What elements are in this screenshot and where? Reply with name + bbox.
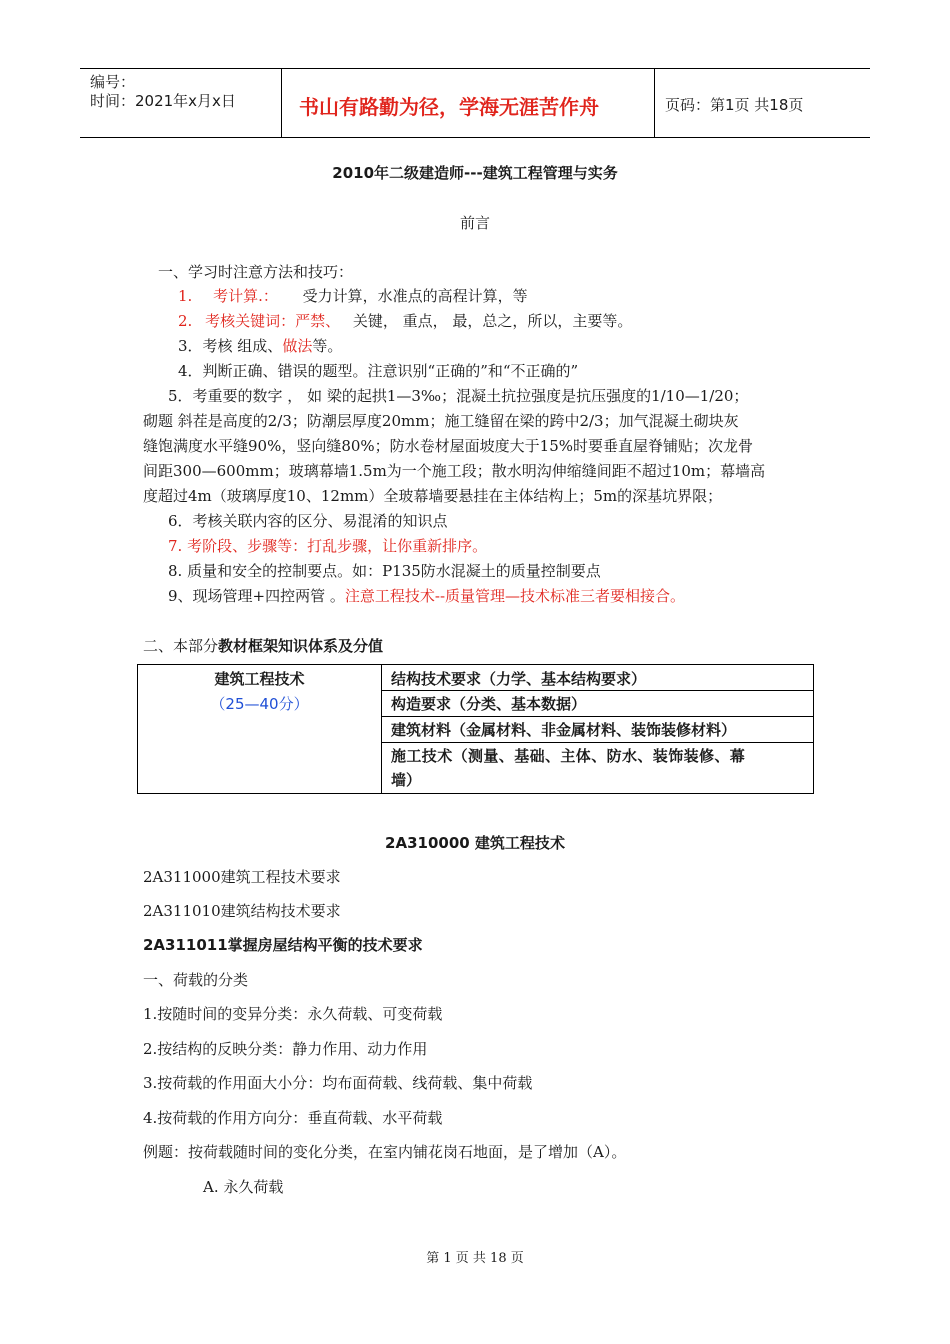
table-cell: 构造要求（分类、基本数据） [391,695,587,713]
load-item: 2.按结构的反映分类：静力作用、动力作用 [143,1040,428,1058]
list-item-1 [178,286,528,306]
table-row-divider [381,716,814,717]
header-divider [654,69,655,137]
item-text: 受力计算，水准点的高程计算，等 [302,287,528,305]
highlight-text: 注意工程技术--质量管理—技术标准三者要相接合。 [344,587,686,605]
list-item-7: 7. 考阶段、步骤等：打乱步骤，让你重新排序。 [168,537,488,555]
document-title: 2010年二级建造师---建筑工程管理与实务 [332,164,618,182]
table-left-score: （25—40分） [210,695,309,713]
list-item-5-line: 度超过4m（玻璃厚度10、12mm）全玻幕墙要悬挂在主体结构上；5m的深基坑界限； [143,487,723,505]
section1-heading: 一、学习时注意方法和技巧： [158,263,354,281]
doc-time-label: 时间：2021年x月x日 [90,92,236,110]
list-number: 1. [178,287,193,305]
list-item-3 [178,336,342,356]
load-heading: 一、荷载的分类 [143,971,249,989]
table-cell: 建筑材料（金属材料、非金属材料、装饰装修材料） [391,721,737,739]
list-item-5-line: 砌题 斜茬是高度的2/3；防潮层厚度20mm；施工缝留在梁的跨中2/3；加气混凝土砌块灰 [143,412,739,430]
heading-bold-text: 教材框架知识体系及分值 [218,637,384,655]
list-item-6: 6．考核关联内容的区分、易混淆的知识点 [168,512,448,530]
table-row-divider [381,742,814,743]
example-question: 例题：按荷载随时间的变化分类，在室内铺花岗石地面，是了增加（A）。 [143,1143,627,1161]
list-item-9 [168,586,685,606]
doc-number-label: 编号： [90,73,136,91]
highlight-text: 做法 [282,337,313,355]
header-motto: 书山有路勤为径，学海无涯苦作舟 [299,95,599,119]
list-item-8: 8. 质量和安全的控制要点。如：P135防水混凝土的质量控制要点 [168,562,601,580]
chapter-subheading: 2A311010建筑结构技术要求 [143,902,341,920]
list-number: 2. [178,312,193,330]
load-item: 1.按随时间的变异分类：永久荷载、可变荷载 [143,1005,443,1023]
section2-heading [143,636,383,656]
chapter-subheading-bold: 2A311011掌握房屋结构平衡的技术要求 [143,936,423,954]
heading-text: 二、本部分 [143,637,219,655]
page-footer: 第 1 页 共 18 页 [426,1251,524,1266]
item-text: 等。 [312,337,343,355]
header-divider [281,69,282,137]
table-cell: 施工技术（测量、基础、主体、防水、装饰装修、幕 [391,747,746,765]
chapter-subheading: 2A311000建筑工程技术要求 [143,868,341,886]
list-item-5-line: 间距300—600mm；玻璃幕墙1.5m为一个施工段；散水明沟伸缩缝间距不超过10m；幕墙高 [143,462,766,480]
table-left-title: 建筑工程技术 [214,670,305,688]
list-item-2 [178,311,632,331]
load-item: 4.按荷载的作用方向分：垂直荷载、水平荷载 [143,1109,443,1127]
framework-table [137,664,814,794]
table-row-divider [381,690,814,691]
list-item-5-line: 5．考重要的数字 ， 如 梁的起拱1—3‰；混凝土抗拉强度是抗压强度的1/10—1/20； [168,387,749,405]
list-item-4: 4．判断正确、错误的题型。注意识别“正确的”和“不正确的” [178,362,579,380]
table-column-divider [381,665,382,793]
item-text: 关键， 重点， 最，总之，所以，主要等。 [352,312,633,330]
page-header [80,68,870,138]
item-text: 9、现场管理+四控两管 。 [168,587,345,605]
preface-heading: 前言 [459,214,490,232]
chapter-title: 2A310000 建筑工程技术 [385,834,565,852]
highlight-text: 考核关键词：严禁、 [205,312,341,330]
table-cell: 结构技术要求（力学、基本结构要求） [391,670,647,688]
header-page-info: 页码：第1页 共18页 [665,96,804,114]
load-item: 3.按荷载的作用面大小分：均布面荷载、线荷载、集中荷载 [143,1074,533,1092]
highlight-text: 考计算.： [213,287,278,305]
item-text: 3．考核 组成、 [178,337,283,355]
table-cell: 墙） [391,771,422,789]
list-item-5-line: 缝饱满度水平缝90%，竖向缝80%；防水卷材屋面坡度大于15%时要垂直屋脊铺贴；次龙骨 [143,437,754,455]
answer-option-a: A. 永久荷载 [203,1178,284,1196]
